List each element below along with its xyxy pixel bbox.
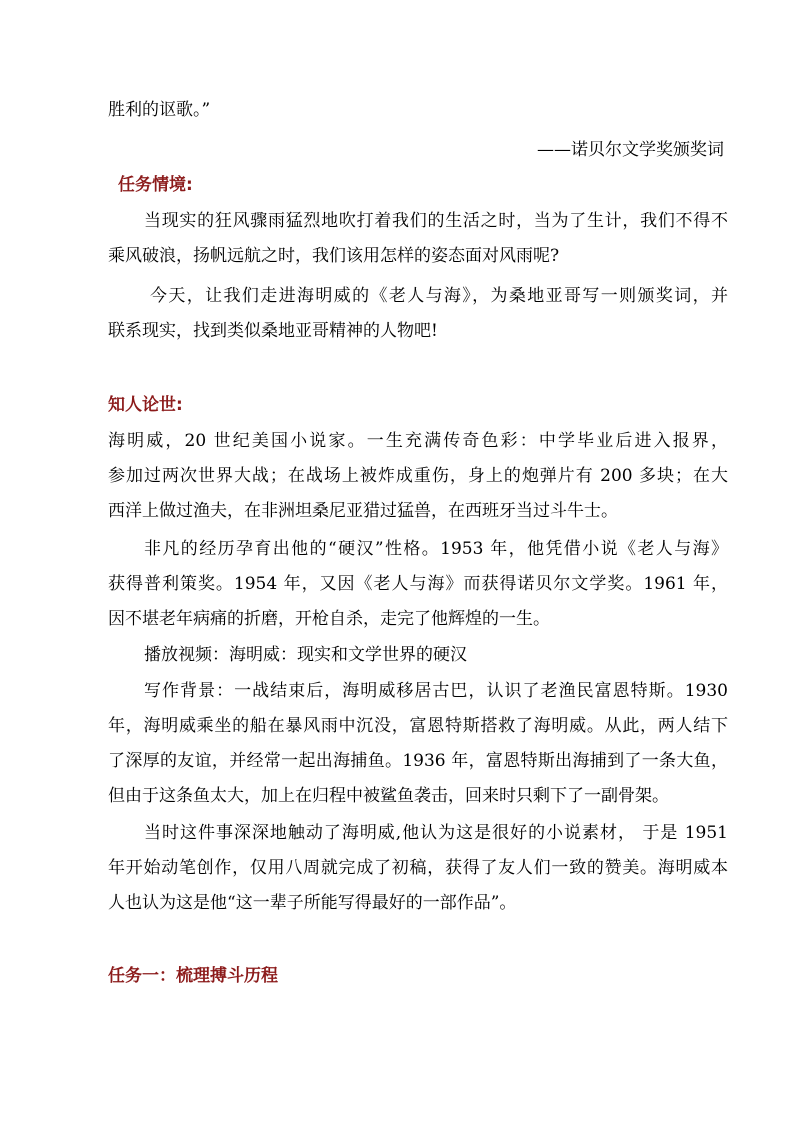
background-p3-video: 播放视频：海明威：现实和文学世界的硬汉 (144, 645, 467, 665)
background-p1-line1: 海明威，20 世纪美国小说家。一生充满传奇色彩：中学毕业后进入报界， (108, 431, 728, 451)
background-p1-line2: 参加过两次世界大战；在战场上被炸成重伤，身上的炮弹片有 200 多块；在大 (108, 466, 728, 486)
background-p5-line1: 当时这件事深深地触动了海明威,他认为这是很好的小说素材， 于是 1951 (144, 823, 728, 843)
heading-task-context: 任务情境: (118, 175, 193, 195)
background-p4-line4: 但由于这条鱼太大，加上在归程中被鲨鱼袭击，回来时只剩下了一副骨架。 (108, 786, 669, 806)
background-p2-line2: 获得普利策奖。1954 年，又因《老人与海》而获得诺贝尔文学奖。1961 年， (108, 574, 728, 594)
quote-attribution: ——诺贝尔文学奖颁奖词 (537, 140, 724, 160)
background-p4-line2: 年，海明威乘坐的船在暴风雨中沉没，富恩特斯搭救了海明威。从此，两人结下 (108, 716, 728, 736)
task-context-p1-line2: 乘风破浪，扬帆远航之时，我们该用怎样的姿态面对风雨呢? (108, 246, 560, 266)
background-p4-line1: 写作背景：一战结束后，海明威移居古巴，认识了老渔民富恩特斯。1930 (144, 681, 728, 701)
background-p5-line2: 年开始动笔创作，仅用八周就完成了初稿，获得了友人们一致的赞美。海明威本 (108, 858, 728, 878)
task-context-p2-line1: 今天，让我们走进海明威的《老人与海》，为桑地亚哥写一则颁奖词，并 (150, 286, 728, 306)
heading-background: 知人论世: (108, 395, 183, 415)
task-context-p2-line2: 联系现实，找到类似桑地亚哥精神的人物吧! (108, 321, 438, 341)
background-p4-line3: 了深厚的友谊，并经常一起出海捕鱼。1936 年，富恩特斯出海捕到了一条大鱼， (108, 751, 728, 771)
background-p1-line3: 西洋上做过渔夫，在非洲坦桑尼亚猎过猛兽，在西班牙当过斗牛士。 (108, 501, 618, 521)
background-p2-line3: 因不堪老年病痛的折磨，开枪自杀，走完了他辉煌的一生。 (108, 609, 550, 629)
quote-tail: 胜利的讴歌。” (108, 100, 211, 120)
background-p5-line3: 人也认为这是他“这一辈子所能写得最好的一部作品”。 (108, 893, 517, 913)
background-p2-line1: 非凡的经历孕育出他的“硬汉”性格。1953 年，他凭借小说《老人与海》 (144, 539, 728, 559)
heading-task-one: 任务一：梳理搏斗历程 (108, 966, 278, 986)
task-context-p1-line1: 当现实的狂风骤雨猛烈地吹打着我们的生活之时，当为了生计，我们不得不 (144, 211, 728, 231)
